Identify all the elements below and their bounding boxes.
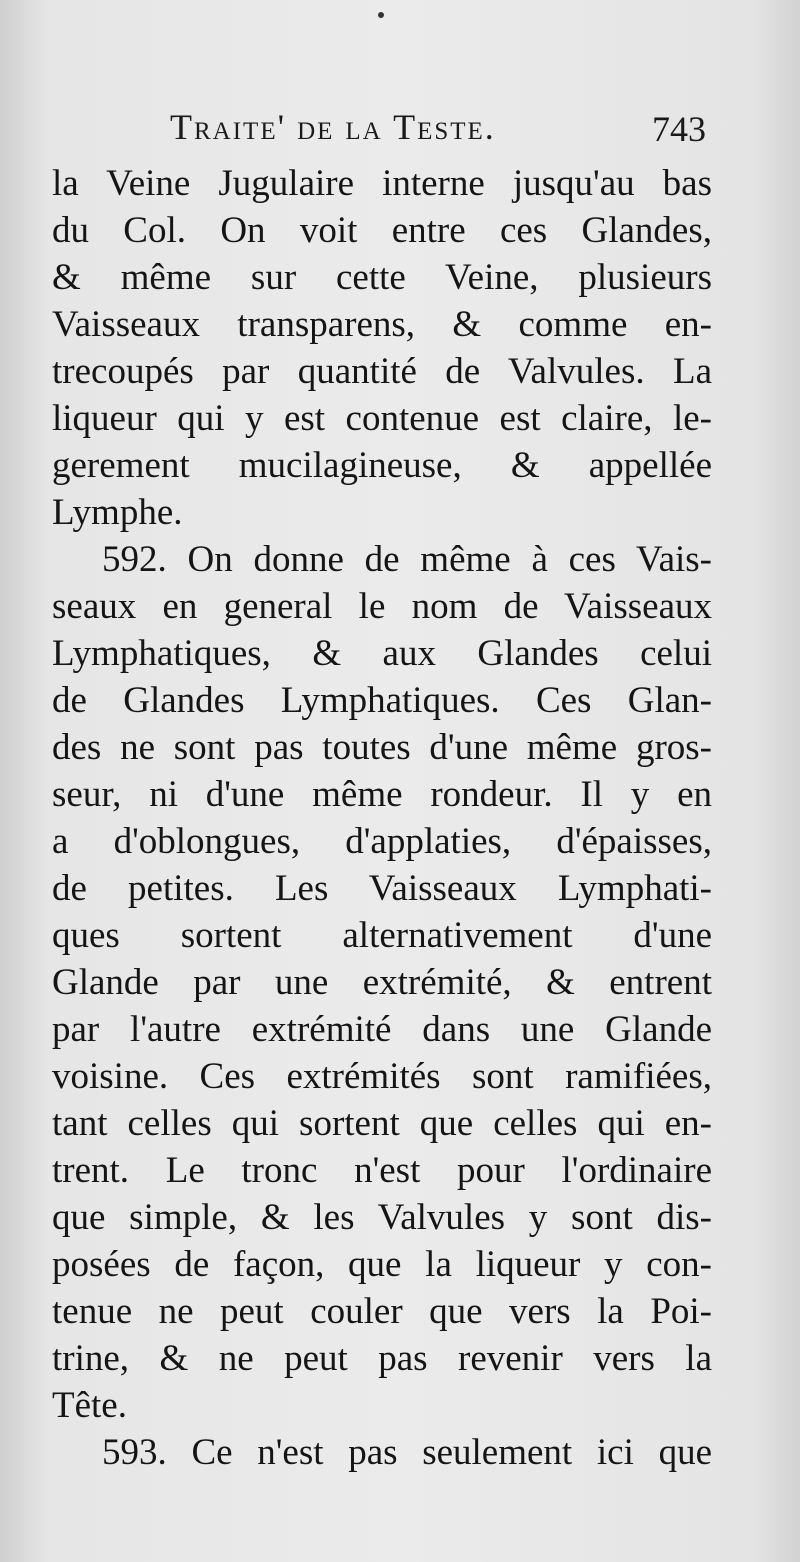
text-line: gerement mucilagineuse, & appellée — [52, 445, 712, 486]
text-line: posées de façon, que la liqueur y con- — [52, 1244, 712, 1285]
text-line: Lymphe. — [52, 492, 183, 533]
text-line: de Glandes Lymphatiques. Ces Glan- — [52, 680, 712, 721]
text-line: du Col. On voit entre ces Glandes, — [52, 210, 712, 251]
running-title: Traite' de la Teste. — [170, 107, 496, 147]
text-line: trent. Le tronc n'est pour l'ordinaire — [52, 1150, 712, 1191]
text-line: Vaisseaux transparens, & comme en- — [52, 304, 712, 345]
text-line: Tête. — [52, 1385, 127, 1426]
text-line: par l'autre extrémité dans une Glande — [52, 1009, 712, 1050]
text-line: seaux en general le nom de Vaisseaux — [52, 586, 712, 627]
text-line: Glande par une extrémité, & entrent — [52, 962, 712, 1003]
text-line: liqueur qui y est contenue est claire, le- — [52, 398, 712, 439]
text-line: seur, ni d'une même rondeur. Il y en — [52, 774, 712, 815]
body-text — [52, 160, 712, 1476]
text-line: que simple, & les Valvules y sont dis- — [52, 1197, 712, 1238]
text-line: tant celles qui sortent que celles qui en- — [52, 1103, 712, 1144]
text-line: ques sortent alternativement d'une — [52, 915, 712, 956]
text-line: trine, & ne peut pas revenir vers la — [52, 1338, 712, 1379]
page-number: 743 — [652, 109, 706, 149]
paragraph-start-593: 593. Ce n'est pas seulement ici que — [102, 1432, 712, 1473]
text-line: de petites. Les Vaisseaux Lymphati- — [52, 868, 712, 909]
text-line: des ne sont pas toutes d'une même gros- — [52, 727, 712, 768]
text-line: & même sur cette Veine, plusieurs — [52, 257, 712, 298]
paragraph-start-592: 592. On donne de même à ces Vais- — [102, 539, 712, 580]
text-line: la Veine Jugulaire interne jusqu'au bas — [52, 163, 712, 204]
page-header — [52, 100, 712, 160]
text-line: tenue ne peut couler que vers la Poi- — [52, 1291, 712, 1332]
text-line: trecoupés par quantité de Valvules. La — [52, 351, 712, 392]
ink-speck — [378, 12, 384, 18]
text-line: Lymphatiques, & aux Glandes celui — [52, 633, 712, 674]
text-line: voisine. Ces extrémités sont ramifiées, — [52, 1056, 712, 1097]
text-line: a d'oblongues, d'applaties, d'épaisses, — [52, 821, 712, 862]
